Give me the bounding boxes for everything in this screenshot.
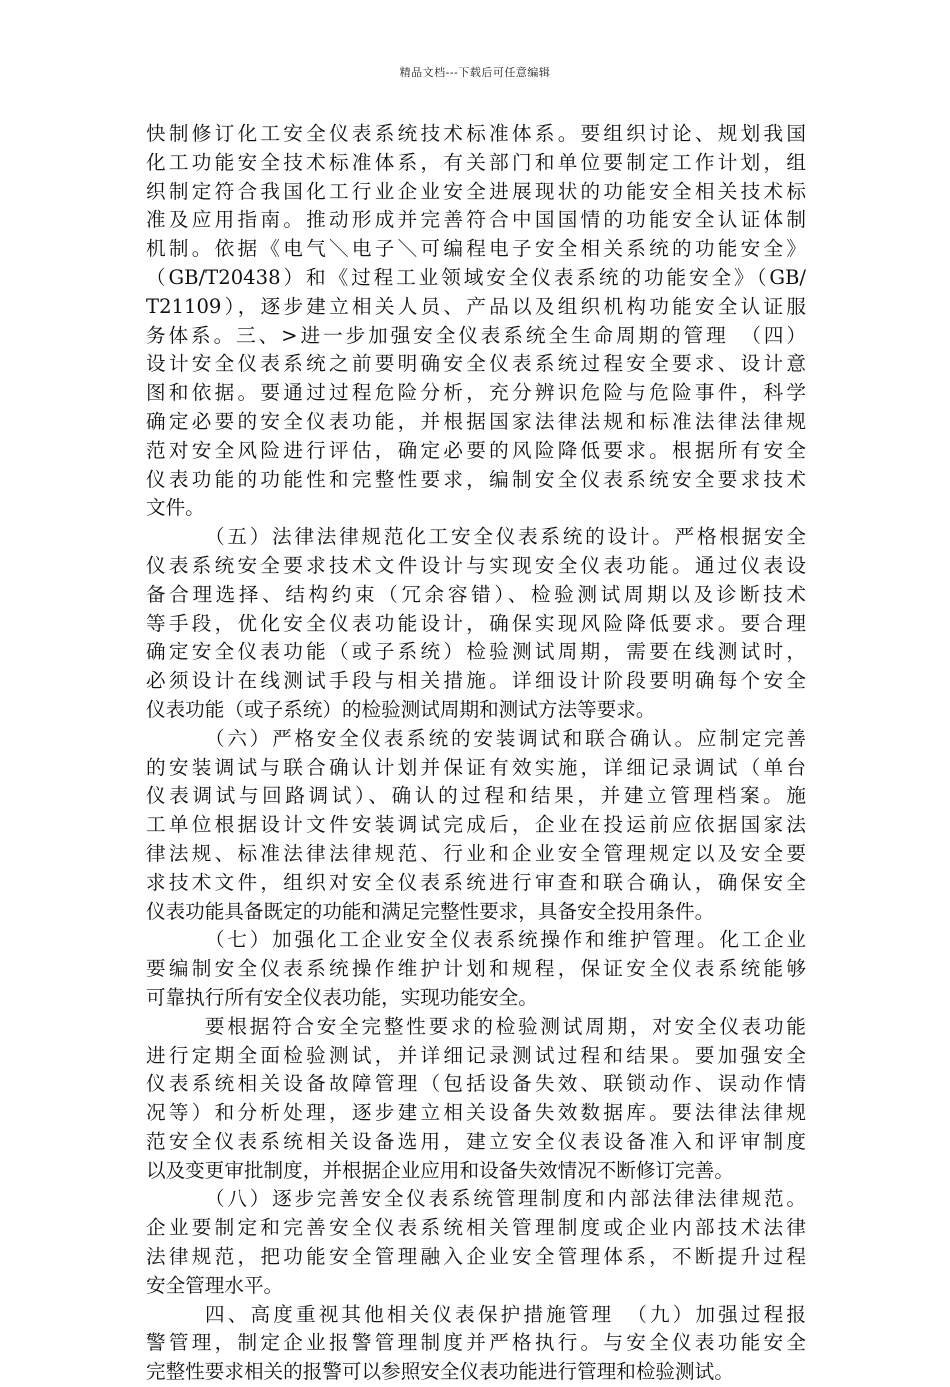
paragraph-start-line: （六）严格安全仪表系统的安装调试和联合确认。应制定完善 — [205, 726, 806, 750]
text-line: 完整性要求相关的报警可以参照安全仪表功能进行管理和检验测试。 — [146, 1360, 734, 1384]
text-line: （GB/T20438）和《过程工业领域安全仪表系统的功能安全》（GB/ — [146, 265, 806, 289]
text-line: 仪表系统安全要求技术文件设计与实现安全仪表功能。通过仪表设 — [146, 553, 806, 577]
text-line: 的安装调试与联合确认计划并保证有效实施，详细记录调试（单台 — [146, 755, 806, 779]
text-line: 仪表功能的功能性和完整性要求，编制安全仪表系统安全要求技术 — [146, 467, 806, 491]
text-line: 设计安全仪表系统之前要明确安全仪表系统过程安全要求、设计意 — [146, 352, 806, 376]
text-line: 确定必要的安全仪表功能，并根据国家法律法规和标准法律法律规 — [146, 409, 806, 433]
page-header: 精品文档---下载后可任意编辑 — [399, 66, 551, 79]
text-line: T21109），逐步建立相关人员、产品以及组织机构功能安全认证服 — [146, 294, 806, 318]
paragraph-start-line: 要根据符合安全完整性要求的检验测试周期，对安全仪表功能 — [205, 1014, 806, 1038]
text-line: 可靠执行所有安全仪表功能，实现功能安全。 — [146, 985, 538, 1009]
paragraph-start-line: （八）逐步完善安全仪表系统管理制度和内部法律法律规范。 — [205, 1187, 806, 1211]
text-line: 企业要制定和完善安全仪表系统相关管理制度或企业内部技术法律 — [146, 1216, 806, 1240]
text-line: 范安全仪表系统相关设备选用，建立安全仪表设备准入和评审制度 — [146, 1129, 806, 1153]
text-line: 仪表调试与回路调试）、确认的过程和结果，并建立管理档案。施 — [146, 784, 806, 808]
text-line: 工单位根据设计文件安装调试完成后，企业在投运前应依据国家法 — [146, 813, 806, 837]
text-line: 进行定期全面检验测试，并详细记录测试过程和结果。要加强安全 — [146, 1043, 806, 1067]
text-line: 安全管理水平。 — [146, 1273, 284, 1297]
text-line: 要编制安全仪表系统操作维护计划和规程，保证安全仪表系统能够 — [146, 957, 806, 981]
text-line: 仪表功能具备既定的功能和满足完整性要求，具备安全投用条件。 — [146, 899, 715, 923]
text-line: 律法规、标准法律法律规范、行业和企业安全管理规定以及安全要 — [146, 841, 806, 865]
text-line: 警管理，制定企业报警管理制度并严格执行。与安全仪表功能安全 — [146, 1331, 806, 1355]
text-line: 务体系。三、>进一步加强安全仪表系统全生命周期的管理 （四） — [146, 323, 806, 347]
text-line: 范对安全风险进行评估，确定必要的风险降低要求。根据所有安全 — [146, 438, 806, 462]
text-line: 准及应用指南。推动形成并完善符合中国国情的功能安全认证体制 — [146, 208, 806, 232]
text-line: 法律规范，把功能安全管理融入企业安全管理体系，不断提升过程 — [146, 1245, 806, 1269]
text-line: 以及变更审批制度，并根据企业应用和设备失效情况不断修订完善。 — [146, 1158, 734, 1182]
text-line: 织制定符合我国化工行业企业安全进展现状的功能安全相关技术标 — [146, 179, 806, 203]
text-line: 况等）和分析处理，逐步建立相关设备失效数据库。要法律法律规 — [146, 1101, 806, 1125]
text-line: 仪表功能（或子系统）的检验测试周期和测试方法等要求。 — [146, 697, 656, 721]
paragraph-start-line: （七）加强化工企业安全仪表系统操作和维护管理。化工企业 — [205, 928, 806, 952]
text-line: 求技术文件，组织对安全仪表系统进行审查和联合确认，确保安全 — [146, 870, 806, 894]
text-line: 机制。依据《电气＼电子＼可编程电子安全相关系统的功能安全》 — [146, 237, 806, 261]
paragraph-start-line: （五）法律法律规范化工安全仪表系统的设计。严格根据安全 — [205, 525, 806, 549]
paragraph-start-line: 四、高度重视其他相关仪表保护措施管理 （九）加强过程报 — [205, 1302, 806, 1326]
text-line: 文件。 — [146, 496, 205, 520]
text-line: 确定安全仪表功能（或子系统）检验测试周期，需要在线测试时， — [146, 640, 806, 664]
text-line: 快制修订化工安全仪表系统技术标准体系。要组织讨论、规划我国 — [146, 122, 806, 145]
text-line: 等手段，优化安全仪表功能设计，确保实现风险降低要求。要合理 — [146, 611, 806, 635]
text-line: 必须设计在线测试手段与相关措施。详细设计阶段要明确每个安全 — [146, 669, 806, 693]
document-body — [146, 120, 806, 1387]
text-line: 图和依据。要通过过程危险分析，充分辨识危险与危险事件，科学 — [146, 381, 806, 405]
text-line: 化工功能安全技术标准体系，有关部门和单位要制定工作计划，组 — [146, 150, 806, 174]
text-line: 仪表系统相关设备故障管理（包括设备失效、联锁动作、误动作情 — [146, 1072, 806, 1096]
text-line: 备合理选择、结构约束（冗余容错）、检验测试周期以及诊断技术 — [146, 582, 806, 606]
